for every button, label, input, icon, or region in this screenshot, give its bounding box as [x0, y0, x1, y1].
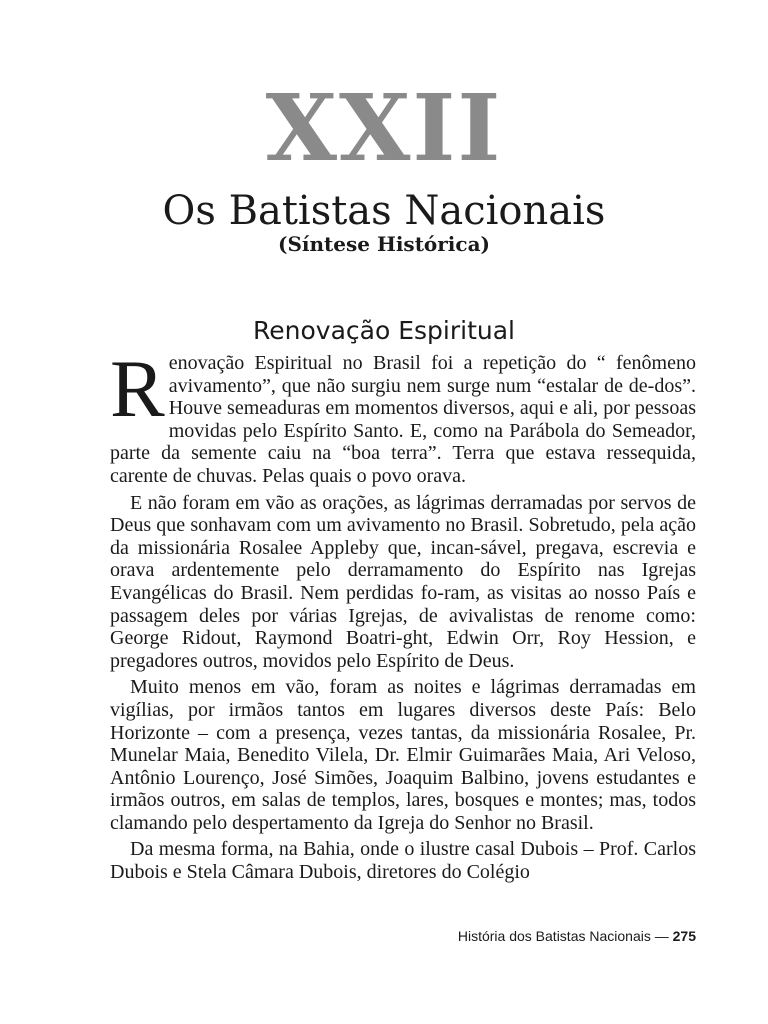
page-number: 275 — [672, 928, 696, 944]
paragraph-1 — [110, 343, 696, 488]
chapter-subtitle: (Síntese Histórica) — [277, 232, 491, 256]
paragraph-2: E não foram em vão as orações, as lágrimas derramadas por servos de Deus que sonhavam com um avivamento no Brasil. Sobretudo, pela ação da missionária Rosalee Appleby que, incan-sável, pregava, escrevia e orava ardentemente pelo derramamento do Espírito nas Igrejas Evangélicas do Brasil. Nem perdidas fo-ram, as visitas ao nosso País e passagem deles por várias Igrejas, de avivalistas de renome como: George Ridout, Raymond Boatri-ght, Edwin Orr, Roy Hession, e pregadores outros, movidos pelo Espírito de Deus. — [110, 491, 696, 672]
footer-book-title: História dos Batistas Nacionais — — [457, 928, 669, 944]
paragraph-4: Da mesma forma, na Bahia, onde o ilustre casal Dubois – Prof. Carlos Dubois e Stela Câmara Dubois, diretores do Colégio — [110, 838, 696, 884]
paragraph-1-text: enovação Espiritual no Brasil foi a repetição do “ fenômeno avivamento”, que não surgiu nem surge num “estalar de de-dos”. Houve semeaduras em momentos diversos, aqui e ali, por pessoas movidas pelo Espírito Santo. E, como na Parábola do Semeador, parte da semente caiu na “boa terra”. Terra que estava ressequida, carente de chuvas. Pelas quais o povo orava. — [110, 352, 696, 487]
paragraph-3: Muito menos em vão, foram as noites e lágrimas derramadas em vigílias, por irmãos tantos em lugares diversos deste País: Belo Horizonte – com a presença, vezes tantas, da missionária Rosalee, Pr. Munelar Maia, Benedito Vilela, Dr. Elmir Guimarães Maia, Ari Veloso, Antônio Lourenço, José Simões, Joaquim Balbino, jovens estudantes e irmãos outros, em salas de templos, lares, bosques e montes; mas, todos clamando pelo despertamento da Igreja do Senhor no Brasil. — [110, 676, 696, 834]
section-heading: Renovação Espiritual — [253, 316, 515, 345]
body-text — [110, 343, 696, 888]
drop-cap: R — [110, 343, 165, 434]
chapter-number: XXII — [265, 74, 503, 182]
chapter-title: Os Batistas Nacionais — [162, 188, 606, 234]
page-footer — [458, 926, 696, 946]
